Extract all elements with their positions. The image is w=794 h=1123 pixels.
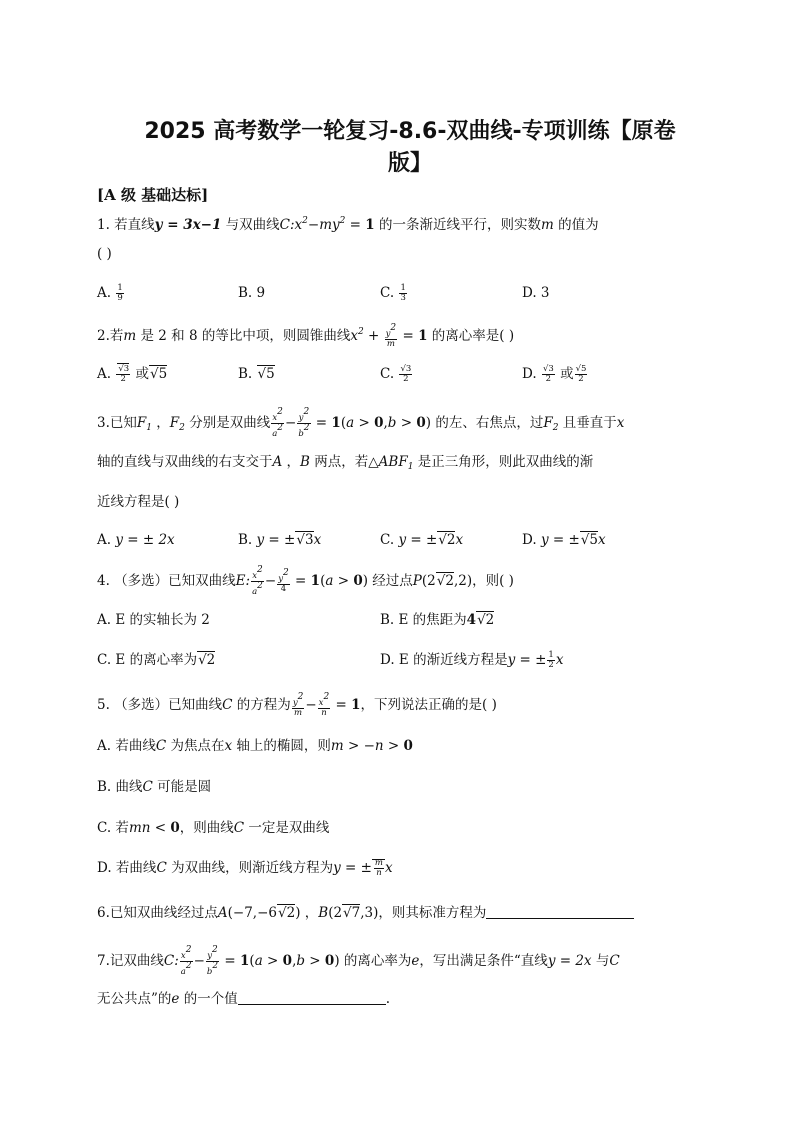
question-3-option-a: A. y = ± 2x: [97, 532, 175, 548]
question-1-option-d: D. 3: [522, 285, 550, 301]
question-5-option-b: B. 曲线C 可能是圆: [97, 779, 212, 795]
question-5-stem: 5. （多选）已知曲线C 的方程为 $\frac{y2}{m}$ − $\frac{x2}{n}$ = 1，下列说法正确的是( ): [97, 692, 497, 718]
question-3-option-b: B. y = ±√3x: [238, 532, 322, 548]
question-4-option-c: C. E 的离心率为√2: [97, 652, 216, 668]
question-4-option-b: B. E 的焦距为4√2: [380, 612, 495, 628]
question-2-option-b: B. √5: [238, 366, 275, 382]
question-4-option-a: A. E 的实轴长为 2: [97, 612, 210, 628]
question-1-option-a: A. $\frac{1}{9}$: [97, 283, 123, 303]
question-2-option-a: A. $\frac{√3}{2}$ 或√5: [97, 364, 168, 384]
question-1-paren: ( ): [97, 246, 112, 262]
question-7-line-1: 7.记双曲线C: $\frac{x2}{a2}$ − $\frac{y2}{b2}$ = 1(a > 0,b > 0) 的离心率为e，写出满足条件“直线y = 2x 与C: [97, 945, 620, 977]
question-7-line-2: 无公共点”的e 的一个值 .: [97, 991, 390, 1007]
question-3-line-1: 3.已知$F_1$ ，$F_2$ 分别是双曲线 $\frac{x2}{a2}$ − $\frac{y2}{b2}$ = 1(a > 0,b > 0) 的左、右焦点，过$F_2$ 且垂直于x: [97, 407, 625, 439]
question-5-option-a: A. 若曲线C 为焦点在x 轴上的椭圆，则m > −n > 0: [97, 738, 413, 754]
question-1-option-b: B. 9: [238, 285, 266, 301]
question-3-line-3: 近线方程是( ): [97, 494, 180, 510]
question-5-option-c: C. 若mn < 0，则曲线C 一定是双曲线: [97, 820, 330, 836]
answer-blank[interactable]: [486, 904, 634, 919]
question-3-option-c: C. y = ±√2x: [380, 532, 464, 548]
question-1-stem: 1. 若直线y = 3x−1 与双曲线$C:x^2-my^2 = 1$ 的一条渐近线平行，则实数m 的值为: [97, 216, 599, 233]
question-5-option-d: D. 若曲线C 为双曲线，则渐近线方程为y = ± $\frac{m}{n}$ x: [97, 858, 393, 878]
section-heading: [A 级 基础达标]: [97, 186, 209, 204]
question-2-option-d: D. $\frac{√3}{2}$ 或 $\frac{√5}{2}$: [522, 364, 587, 384]
question-1-option-c: C. $\frac{1}{3}$: [380, 283, 406, 303]
question-2-option-c: C. $\frac{√3}{2}$: [380, 364, 412, 384]
question-4-stem: 4. （多选）已知双曲线E: $\frac{x2}{a2}$ − $\frac{y2}{4}$ = 1(a > 0) 经过点P(2√2,2)，则( ): [97, 565, 514, 597]
question-6-stem: 6.已知双曲线经过点A(−7,−6√2) ，B(2√7,3)，则其标准方程为: [97, 903, 634, 923]
question-4-option-d: D. E 的渐近线方程是y = ± $\frac{1}{2}$ x: [380, 650, 564, 670]
question-2-stem: 2.若m 是 2 和 8 的等比中项，则圆锥曲线$x^2$ + $\frac{y2}{m}$ = 1 的离心率是( ): [97, 323, 515, 349]
page-title: 2025 高考数学一轮复习-8.6-双曲线-专项训练【原卷版】: [144, 119, 676, 176]
question-3-option-d: D. y = ±√5x: [522, 532, 606, 548]
answer-blank[interactable]: [238, 990, 386, 1005]
question-3-line-2: 轴的直线与双曲线的右支交于A ，B 两点，若$\triangle ABF_1$ 是正三角形，则此双曲线的渐: [97, 454, 594, 472]
